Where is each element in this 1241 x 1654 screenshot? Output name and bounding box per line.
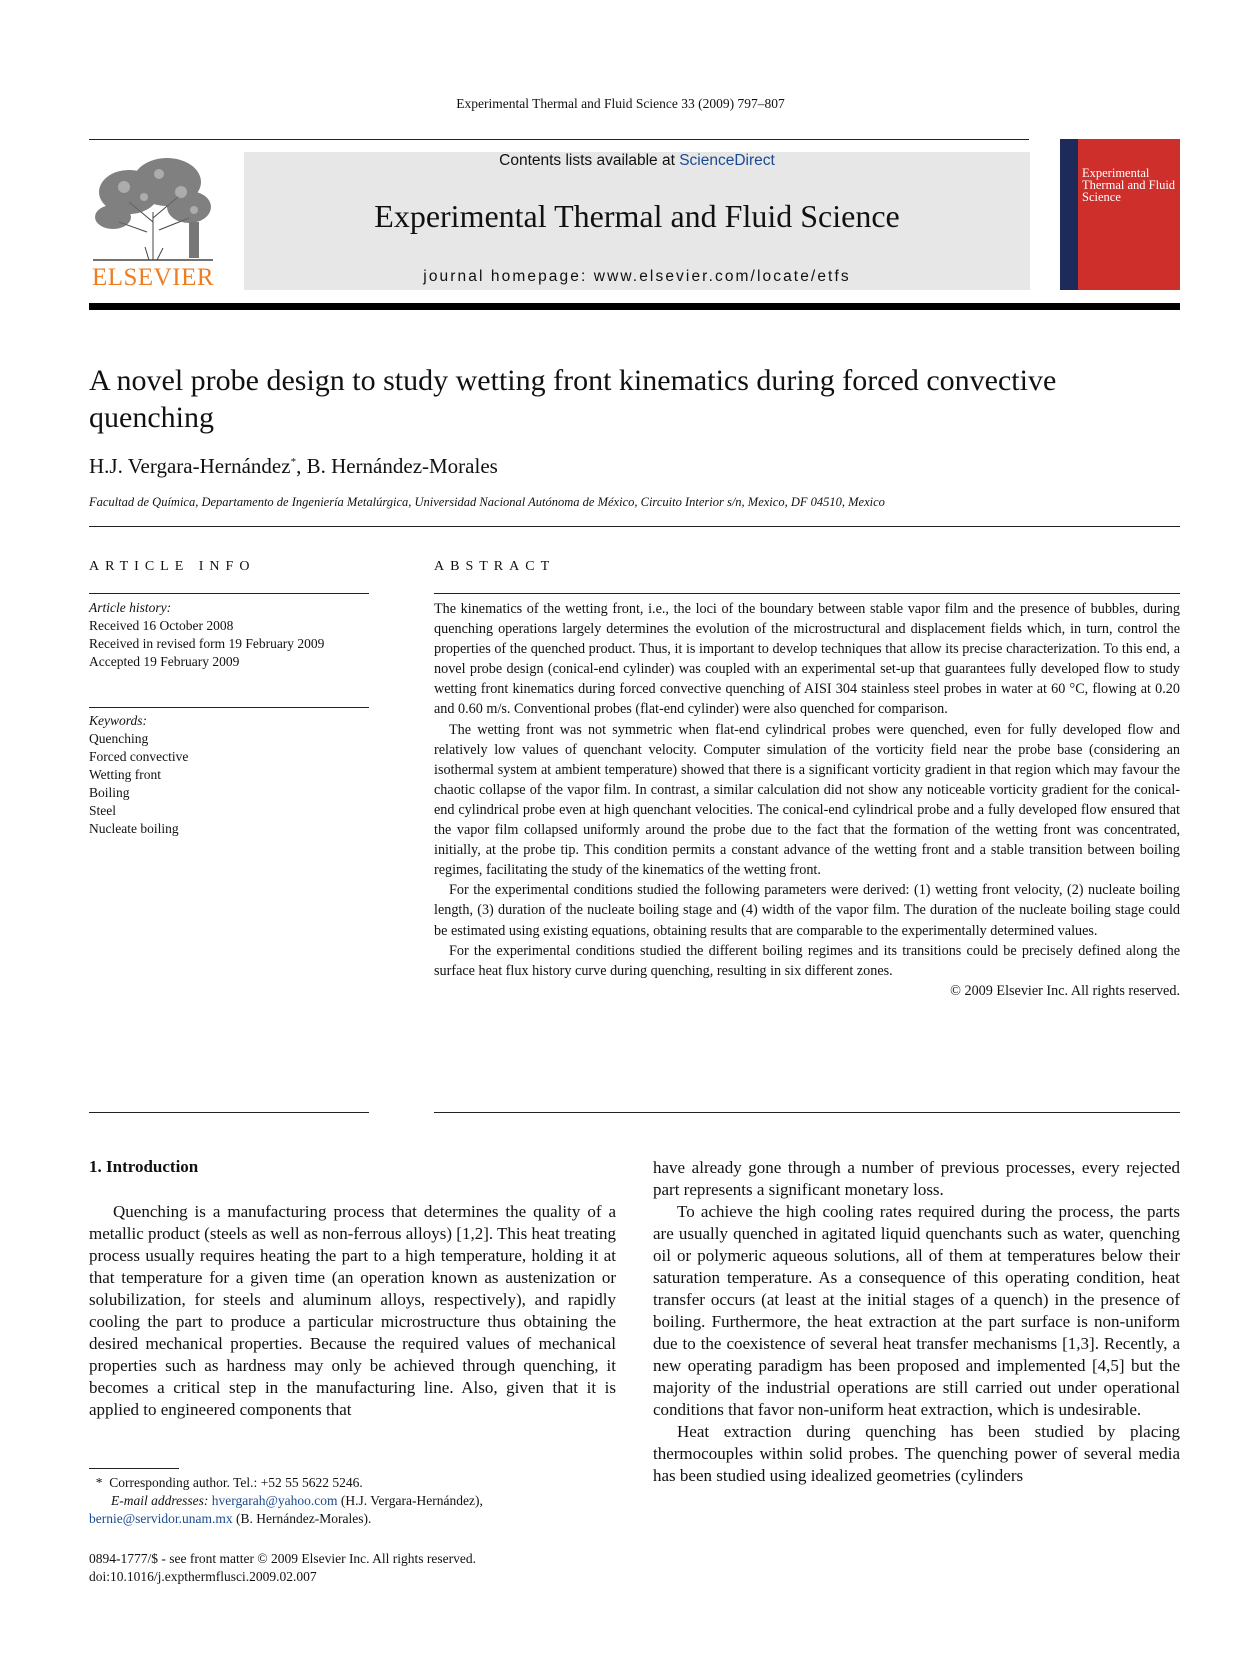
article-info-rule — [89, 593, 369, 594]
footnote-marker: * — [95, 1475, 103, 1490]
body-paragraph: have already gone through a number of previous processes, every rejected part represents a significant monetary loss. — [653, 1158, 1180, 1199]
email-link[interactable]: bernie@servidor.unam.mx — [89, 1511, 233, 1526]
cover-title: Experimental Thermal and Fluid Science — [1082, 166, 1176, 204]
corresponding-note — [89, 1474, 616, 1492]
email-owner: (B. Hernández-Morales). — [236, 1511, 372, 1526]
body-paragraph: Heat extraction during quenching has been studied by placing thermocouples within solid probes. The quenching power of several media has been studied using idealized geometries (cylinders — [653, 1422, 1180, 1485]
footnote-rule — [89, 1468, 179, 1469]
article-info-heading: ARTICLE INFO — [89, 559, 256, 574]
journal-title: Experimental Thermal and Fluid Science — [374, 198, 900, 234]
history-item: Accepted 19 February 2009 — [89, 654, 240, 669]
header-rule — [89, 139, 1029, 140]
body-paragraph: To achieve the high cooling rates required during the process, the parts are usually quenched in agitated liquid quenchants such as water, quenching oil or polymeric aqueous solutions, all of them at temperatures below their saturation temperature. As a consequence of this operating condition, heat transfer occurs (at least at the initial stages of a quench) in the presence of boiling. Furthermore, the heat extraction at the part surface is non-uniform due to the coexistence of several heat transfer mechanisms [1,3]. Recently, a new operating paradigm has been proposed and implemented [4,5] but the majority of the industrial operations are still carried out under operational conditions that favor non-uniform heat extraction, which is undesirable. — [653, 1202, 1180, 1419]
abstract-paragraph: For the experimental conditions studied the following parameters were derived: (1) wetting front velocity, (2) nucleate boiling length, (3) duration of the nucleate boiling stage and (4) width of the vapor film. The duration of the nucleate boiling stage could be estimated using existing equations, obtaining results that are comparable to the experimentally determined values. — [434, 882, 1180, 939]
elsevier-logo — [89, 152, 217, 292]
issn-block — [89, 1550, 616, 1586]
header-thick-rule — [89, 303, 1180, 310]
abstract-body — [434, 599, 1180, 1001]
journal-homepage[interactable]: journal homepage: www.elsevier.com/locate/etfs — [423, 268, 851, 285]
abstract-bottom-rule — [434, 1112, 1180, 1113]
copyright: © 2009 Elsevier Inc. All rights reserved. — [950, 982, 1180, 999]
email-owner: (H.J. Vergara-Hernández), — [340, 1493, 483, 1508]
contents-prefix: Contents lists available at — [499, 152, 680, 169]
corresponding-author: Corresponding author. Tel.: +52 55 5622 5246. — [109, 1475, 363, 1490]
abstract-paragraph: The wetting front was not symmetric when flat-end cylindrical probes were quenched, even for fully developed flow and relatively low values of quenchant velocity. Computer simulation of the vorticity field near the probe base (considering an isothermal system at ambient temperature) showed that there is a significant vorticity gradient in that region which may favour the chaotic collapse of the vapor film. In contrast, a similar calculation did not show any noticeable vorticity gradient for the conical-end cylindrical probe even at high quenchant velocities. The conical-end cylindrical probe and a fully developed flow ensured that the vapor film collapsed uniformly around the probe due to the fact that the formation of the wetting front was concentrated, initially, at the probe tip. This condition permits a constant advance of the wetting front and a stable transition between boiling regimes, facilitating the study of the kinematics of the wetting front. — [434, 721, 1180, 879]
author-name: B. Hernández-Morales — [306, 454, 498, 478]
keywords-label: Keywords: — [89, 713, 147, 728]
corresponding-mark[interactable]: * — [290, 456, 297, 468]
body-column-right — [653, 1157, 1180, 1487]
keyword: Nucleate boiling — [89, 821, 179, 836]
author-list: H.J. Vergara-Hernández*, B. Hernández-Morales — [89, 454, 498, 478]
abstract-rule — [434, 593, 1180, 594]
affiliation: Facultad de Química, Departamento de Ingeniería Metalúrgica, Universidad Nacional Autónoma de México, Circuito Interior s/n, Mexico, DF 04510, Mexico — [89, 495, 885, 509]
keyword: Boiling — [89, 785, 130, 800]
keywords-rule — [89, 707, 369, 708]
sciencedirect-link[interactable]: ScienceDirect — [679, 152, 775, 169]
keyword: Quenching — [89, 731, 149, 746]
email-link[interactable]: hvergarah@yahoo.com — [211, 1493, 338, 1508]
journal-cover — [1060, 139, 1180, 290]
email-label: E-mail addresses: — [111, 1493, 209, 1508]
contents-line — [244, 152, 1030, 170]
doi-line[interactable]: doi:10.1016/j.expthermflusci.2009.02.007 — [89, 1569, 317, 1584]
history-item: Received 16 October 2008 — [89, 618, 234, 633]
keyword: Wetting front — [89, 767, 162, 782]
body-column-left — [89, 1201, 616, 1421]
cover-strip — [1060, 139, 1078, 290]
body-paragraph: Quenching is a manufacturing process that determines the quality of a metallic product (steels as well as non-ferrous alloys) [1,2]. This heat treating process usually requires heating the part to a high temperature, holding it at that temperature for a given time (an operation known as austenization or solubilization, for steels and aluminum alloys, respectively), and rapidly cooling the part to produce a particular microstructure thus obtaining the desired mechanical properties. Because the required values of mechanical properties such as hardness may only be achieved through quenching, it becomes a critical step in the manufacturing line. Also, given that it is applied to engineered components that — [89, 1202, 616, 1419]
tree-icon — [89, 152, 217, 262]
history-item: Received in revised form 19 February 2009 — [89, 636, 325, 651]
email-note — [89, 1492, 616, 1528]
history-label: Article history: — [89, 600, 172, 615]
journal-citation: Experimental Thermal and Fluid Science 33 (2009) 797–807 — [456, 96, 785, 111]
affiliation-rule — [89, 526, 1180, 527]
keywords-list — [89, 712, 369, 838]
publisher-logo-text: ELSEVIER — [91, 264, 215, 291]
abstract-paragraph: For the experimental conditions studied the different boiling regimes and its transitions could be precisely defined along the surface heat flux history curve during quenching, resulting in six different zones. — [434, 942, 1180, 979]
article-title: A novel probe design to study wetting front kinematics during forced convective quenching — [89, 364, 1057, 434]
footnote — [89, 1474, 616, 1528]
author-name: H.J. Vergara-Hernández — [89, 454, 291, 478]
article-info-bottom-rule — [89, 1112, 369, 1113]
keyword: Forced convective — [89, 749, 189, 764]
section-heading: 1. Introduction — [89, 1157, 199, 1176]
article-history — [89, 599, 369, 671]
abstract-heading: ABSTRACT — [434, 559, 556, 574]
issn-line: 0894-1777/$ - see front matter © 2009 Elsevier Inc. All rights reserved. — [89, 1551, 477, 1566]
keyword: Steel — [89, 803, 116, 818]
abstract-paragraph: The kinematics of the wetting front, i.e., the loci of the boundary between stable vapor film and the presence of bubbles, during quenching operations largely determines the evolution of the microstructural and displacement fields which, in turn, control the properties of the quenched product. Thus, it is important to develop techniques that allow its precise characterization. To this end, a novel probe design (conical-end cylinder) was coupled with an experimental set-up that guarantees fully developed flow to study wetting front kinematics during forced convective quenching of AISI 304 stainless steel probes in water at 60 °C, flowing at 0.20 and 0.60 m/s. Conventional probes (flat-end cylinder) were also quenched for comparison. — [434, 601, 1180, 718]
